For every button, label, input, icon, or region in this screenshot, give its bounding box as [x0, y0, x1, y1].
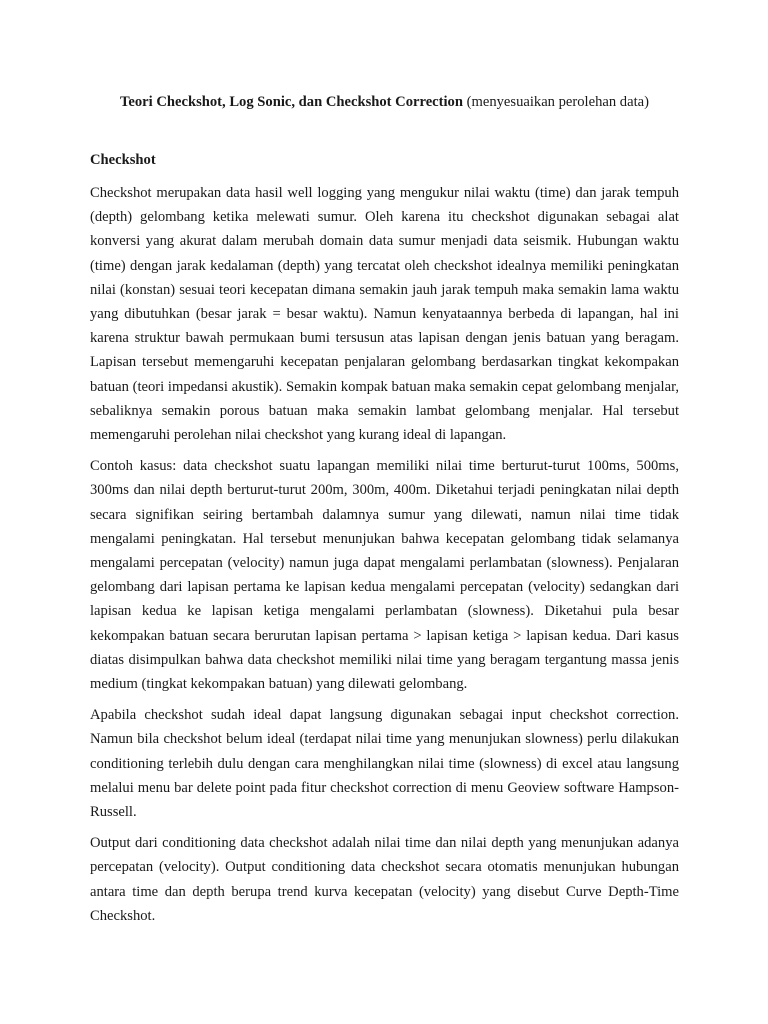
- document-title-note: (menyesuaikan perolehan data): [462, 94, 649, 110]
- document-title: [90, 92, 679, 112]
- paragraph-case-example: Contoh kasus: data checkshot suatu lapangan memiliki nilai time berturut-turut 100ms, 500ms, 300ms dan nilai depth berturut-turut 200m, 300m, 400m. Diketahui terjadi peningkatan nilai depth secara signifikan seiring bertambah dalamnya sumur yang dilewati, namun nilai time tidak mengalami peningkatan. Hal tersebut menunjukan bahwa kecepatan gelombang tidak selamanya mengalami percepatan (velocity) namun juga dapat mengalami perlambatan (slowness). Penjalaran gelombang dari lapisan pertama ke lapisan kedua mengalami percepatan (velocity) sedangkan dari lapisan kedua ke lapisan ketiga mengalami perlambatan (slowness). Diketahui pula besar kekompakan batuan secara berurutan lapisan pertama > lapisan ketiga > lapisan kedua. Dari kasus diatas disimpulkan bahwa data checkshot memiliki nilai time yang beragam tergantung massa jenis medium (tingkat kekompakan batuan) yang dilewati gelombang.: [90, 458, 679, 693]
- paragraph-output: Output dari conditioning data checkshot adalah nilai time dan nilai depth yang menunjukan adanya percepatan (velocity). Output conditioning data checkshot secara otomatis menunjukan hubungan antara time dan depth berupa trend kurva kecepatan (velocity) yang disebut Curve Depth-Time Checkshot.: [90, 835, 679, 924]
- paragraph-definition: Checkshot merupakan data hasil well logging yang mengukur nilai waktu (time) dan jarak tempuh (depth) gelombang ketika melewati sumur. Oleh karena itu checkshot digunakan sebagai alat konversi yang akurat dalam merubah domain data sumur menjadi data seismik. Hubungan waktu (time) dengan jarak kedalaman (depth) yang tercatat oleh checkshot idealnya memiliki peningkatan nilai (konstan) sesuai teori kecepatan dimana semakin jauh jarak tempuh maka semakin lama waktu yang dibutuhkan (besar jarak = besar waktu). Namun kenyataannya berbeda di lapangan, hal ini karena struktur bawah permukaan bumi tersusun atas lapisan dengan jenis batuan yang beragam. Lapisan tersebut memengaruhi kecepatan penjalaran gelombang berdasarkan tingkat kekompakan batuan (teori impedansi akustik). Semakin kompak batuan maka semakin cepat gelombang menjalar, sebaliknya semakin porous batuan maka semakin lambat gelombang menjalar. Hal tersebut memengaruhi perolehan nilai checkshot yang kurang ideal di lapangan.: [90, 185, 679, 444]
- paragraph-conditioning: Apabila checkshot sudah ideal dapat langsung digunakan sebagai input checkshot correction. Namun bila checkshot belum ideal (terdapat nilai time yang menunjukan slowness) perlu dilakukan conditioning terlebih dulu dengan cara menghilangkan nilai time (slowness) di excel atau langsung melalui menu bar delete point pada fitur checkshot correction di menu Geoview software Hampson-Russell.: [90, 707, 679, 821]
- document-title-bold: Teori Checkshot, Log Sonic, dan Checkshot Correction: [120, 94, 463, 110]
- section-heading-checkshot: Checkshot: [90, 152, 156, 168]
